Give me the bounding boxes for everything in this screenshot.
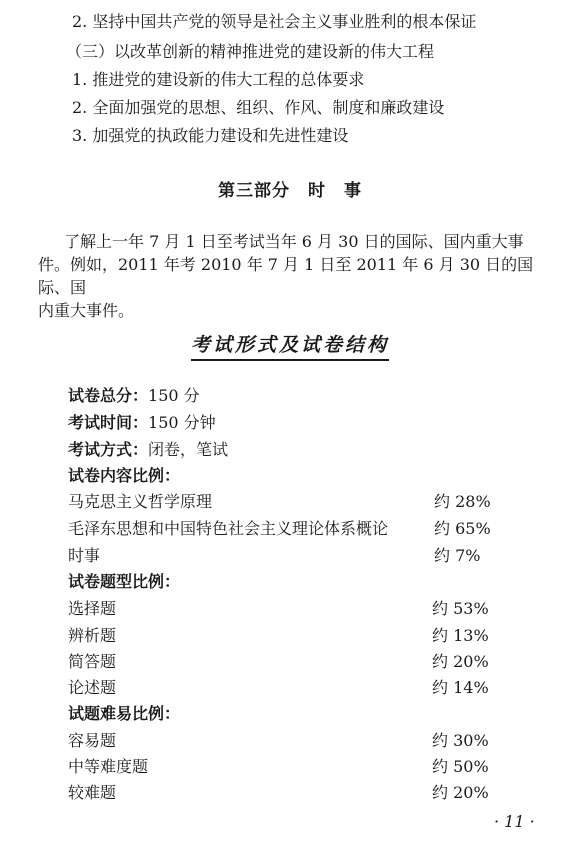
exam-structure-title [0,330,580,357]
list-item: 3. 加强党的执政能力建设和先进性建设 [72,126,349,145]
paragraph-line: 了解上一年 7 月 1 日至考试当年 6 月 30 日的国际、国内重大事 [64,232,524,251]
content-ratio-value: 约 65% [434,519,491,538]
exam-time-label: 考试时间： [68,413,149,432]
type-ratio-row [68,678,508,698]
type-ratio-value: 约 53% [432,599,489,618]
difficulty-ratio-name: 中等难度题 [68,757,149,776]
difficulty-ratio-value: 约 50% [432,757,489,776]
section-heading: 第三部分 时 事 [218,181,362,201]
type-ratio-name: 简答题 [68,652,117,671]
content-ratio-name: 马克思主义哲学原理 [68,492,213,511]
type-ratio-row [68,599,508,619]
list-item: 2. 全面加强党的思想、组织、作风、制度和廉政建设 [72,98,445,117]
type-ratio-row [68,626,508,646]
content-ratio-label: 试卷内容比例： [68,466,181,485]
content-ratio-row [68,492,508,512]
type-ratio-name: 辨析题 [68,626,117,645]
paragraph-line: 件。例如，2011 年考 2010 年 7 月 1 日至 2011 年 6 月 30 日的国际、国 [38,255,534,297]
exam-total-label: 试卷总分： [68,386,149,405]
paragraph-line: 内重大事件。 [38,301,135,320]
difficulty-ratio-name: 较难题 [68,783,117,802]
type-ratio-heading [68,572,508,592]
difficulty-ratio-label: 试题难易比例： [68,704,181,723]
difficulty-ratio-row [68,757,508,777]
content-ratio-value: 约 7% [434,546,481,565]
difficulty-ratio-name: 容易题 [68,731,117,750]
list-item: （三）以改革创新的精神推进党的建设新的伟大工程 [66,42,435,61]
list-item: 2. 坚持中国共产党的领导是社会主义事业胜利的根本保证 [72,12,477,31]
type-ratio-name: 论述题 [68,678,117,697]
list-item: 1. 推进党的建设新的伟大工程的总体要求 [72,70,365,89]
content-ratio-row [68,519,508,539]
difficulty-ratio-row [68,731,508,751]
content-ratio-row [68,546,508,566]
type-ratio-value: 约 14% [432,678,489,697]
type-ratio-label: 试卷题型比例： [68,572,181,591]
difficulty-ratio-value: 约 30% [432,731,489,750]
exam-mode-label: 考试方式： [68,440,149,459]
exam-mode-value: 闭卷，笔试 [148,440,229,459]
exam-time-row [68,413,508,433]
difficulty-ratio-value: 约 20% [432,783,489,802]
exam-structure-title-text: 考试形式及试卷结构 [191,334,389,361]
exam-total-value: 150 分 [148,386,200,405]
paragraph [38,230,558,322]
content-ratio-name: 时事 [68,546,101,565]
exam-time-value: 150 分钟 [148,413,216,432]
page-number: · 11 · [494,812,535,831]
content-ratio-heading [68,466,508,486]
difficulty-ratio-heading [68,704,508,724]
content-ratio-name: 毛泽东思想和中国特色社会主义理论体系概论 [68,519,389,538]
type-ratio-value: 约 13% [432,626,489,645]
exam-total-row [68,386,508,406]
exam-mode-row [68,440,508,460]
type-ratio-row [68,652,508,672]
type-ratio-name: 选择题 [68,599,117,618]
content-ratio-value: 约 28% [434,492,491,511]
difficulty-ratio-row [68,783,508,803]
type-ratio-value: 约 20% [432,652,489,671]
